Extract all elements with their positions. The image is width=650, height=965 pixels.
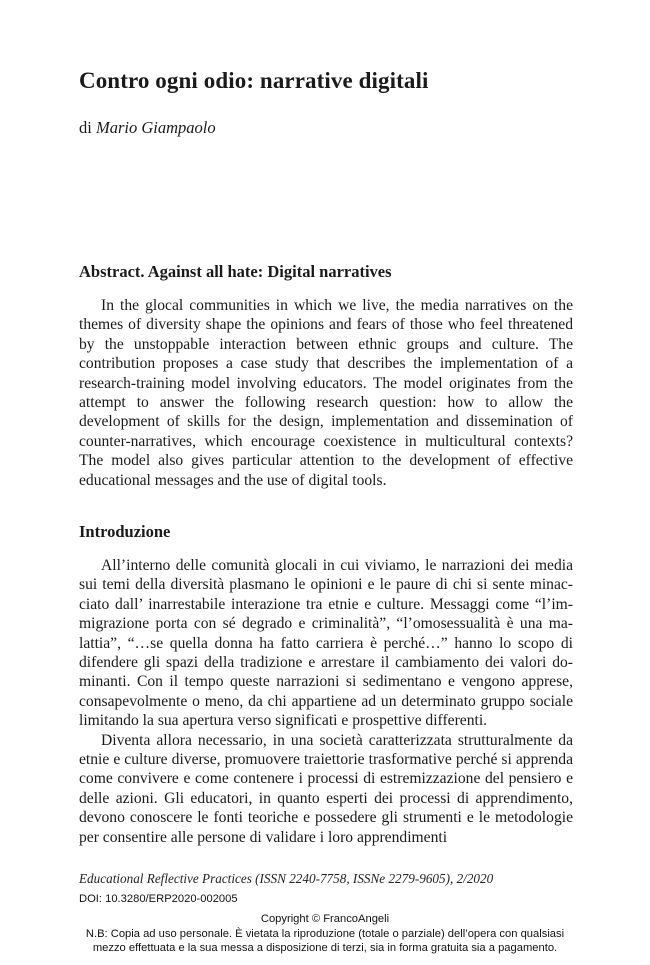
- byline: [79, 118, 216, 138]
- copyright-line: Copyright © FrancoAngeli: [260, 913, 390, 925]
- journal-citation: Educational Reflective Practices (ISSN 2240-7758, ISSNe 2279-9605), 2/2020: [79, 871, 494, 886]
- introduction-paragraph-1: All’interno delle comunità glocali in cui viviamo, le narrazioni dei media sui temi della diversità plasmano le opinioni e le paure di chi si sente minacciato dall’ inarrestabile interazione tra etnie e culture. Messaggi come “l’immigrazione porta con sé degrado e criminalità”, “l’omosessualità è una malattia”, “…se quella donna ha fatto carriera è perché…” hanno lo scopo di difendere gli spazi della tradizione e arrestare il cambiamento dei valori dominanti. Con il tempo queste narrazioni si sedimentano e vengono apprese, consapevolmente o meno, da chi appartiene ad un determinato gruppo sociale limitando la sua apertura verso significati e prospettive differenti.: [79, 557, 573, 730]
- usage-notice-line-1: N.B: Copia ad uso personale. È vietata la riproduzione (totale o parziale) dell’opera con qualsiasi: [85, 927, 565, 940]
- byline-prefix: di: [79, 118, 96, 137]
- usage-notice-line-2: mezzo effettuata e la sua messa a disposizione di terzi, sia in forma gratuita sia a pagamento.: [92, 942, 558, 955]
- introduction-heading: Introduzione: [79, 522, 171, 541]
- abstract-body: [79, 296, 573, 490]
- abstract-paragraph: In the glocal communities in which we live, the media narratives on the themes of diversity shape the opinions and fears of those who feel threatened by the unstoppable interaction between ethnic groups and culture. The contribution proposes a case study that describes the implementation of a research-training model involving educators. The model originates from the attempt to answer the following research question: how to allow the development of skills for the design, implementation and dissemination of counter-narratives, which encourage coexistence in multicultural contexts? The model also gives particular attention to the development of effective educational messages and the use of digital tools.: [79, 297, 573, 489]
- doi-line: DOI: 10.3280/ERP2020-002005: [79, 893, 238, 905]
- introduction-body: [79, 556, 573, 847]
- introduction-paragraph-2: Diventa allora necessario, in una società caratterizzata strutturalmente da etnie e culture diverse, promuovere traiettorie trasformative perché si apprenda come convivere e come contenere i processi di estremizzazione del pensiero e delle azioni. Gli educatori, in quanto esperti dei processi di apprendimento, devono conoscere le fonti teoriche e possedere gli strumenti e le metodologie per consentire alle persone di validare i loro apprendimenti: [79, 731, 573, 846]
- author-name: Mario Giampaolo: [95, 118, 216, 137]
- abstract-heading: Abstract. Against all hate: Digital narratives: [79, 262, 392, 281]
- article-title: Contro ogni odio: narrative digitali: [79, 68, 429, 93]
- copyright-notice: [0, 912, 650, 956]
